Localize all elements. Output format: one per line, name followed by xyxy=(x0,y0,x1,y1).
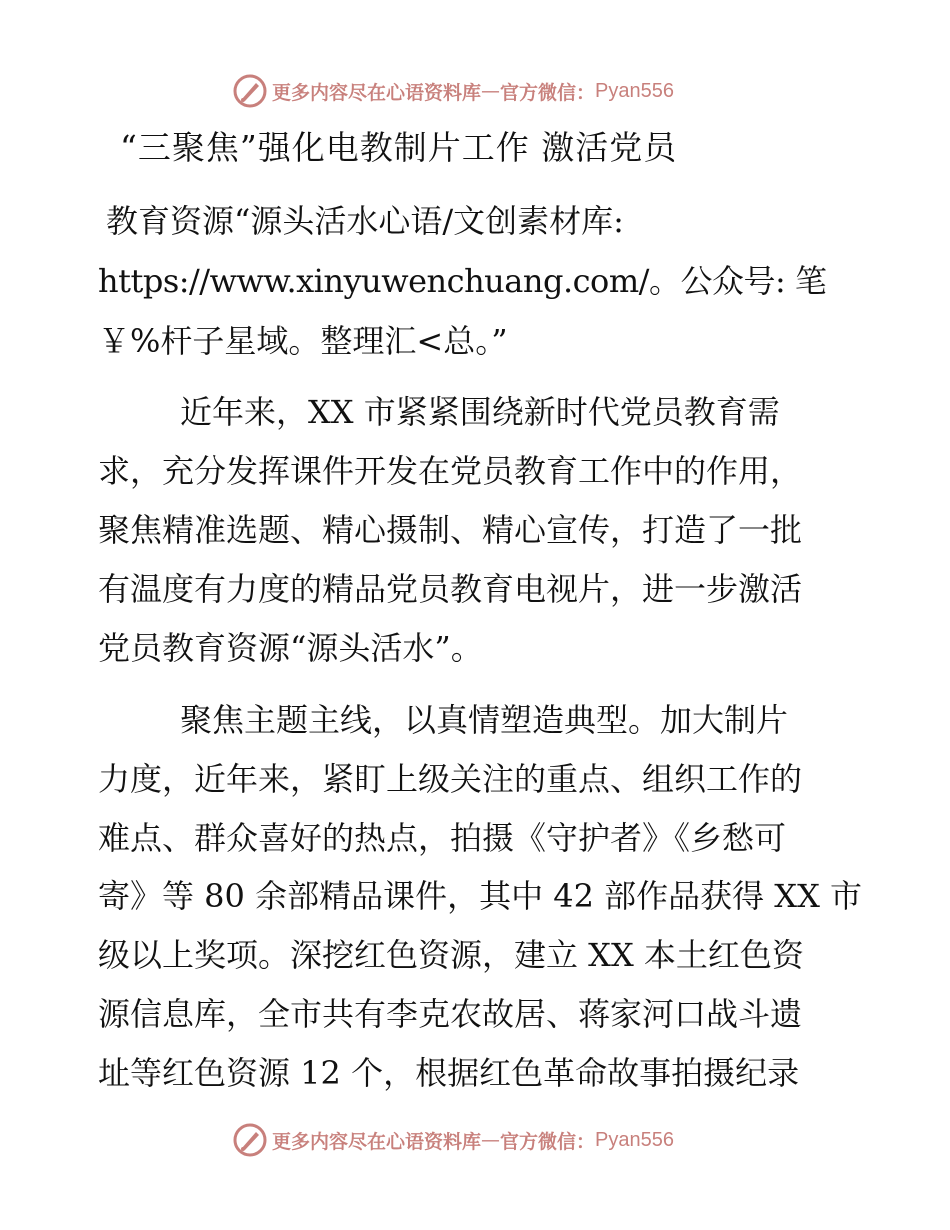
paragraph-line: 求，充分发挥课件开发在党员教育工作中的作用， xyxy=(98,452,803,490)
watermark-header xyxy=(232,71,674,111)
paragraph-line: 党员教育资源“源头活水”。 xyxy=(98,629,483,667)
text-line: 教育资源“源头活水心语/文创素材库: xyxy=(106,202,624,240)
paragraph-line: 难点、群众喜好的热点，拍摄《守护者》《乡愁可 xyxy=(98,819,787,857)
watermark-wechat-id: Pyan556 xyxy=(595,79,674,102)
text-line: https://www.xinyuwenchuang.com/。公众号: 笔 xyxy=(98,262,827,300)
paragraph-line: 有温度有力度的精品党员教育电视片，进一步激活 xyxy=(98,570,803,608)
watermark-main-text: 更多内容尽在心语资料库 xyxy=(272,81,482,104)
paragraph-line: 源信息库，全市共有李克农故居、蒋家河口战斗遗 xyxy=(98,995,803,1033)
document-title: “三聚焦”强化电教制片工作 激活党员 xyxy=(120,128,678,167)
watermark-sub-text: 官方微信： xyxy=(500,1130,596,1153)
paragraph-line: 力度，近年来，紧盯上级关注的重点、组织工作的 xyxy=(98,760,803,798)
paragraph-line: 聚焦主题主线，以真情塑造典型。加大制片 xyxy=(180,701,789,739)
watermark-separator: — xyxy=(481,80,501,102)
watermark-main-text: 更多内容尽在心语资料库 xyxy=(272,1130,482,1153)
quill-logo-icon xyxy=(232,1122,268,1158)
watermark-footer xyxy=(232,1120,674,1160)
paragraph-line: 寄》等 80 余部精品课件，其中 42 部作品获得 XX 市 xyxy=(98,877,863,915)
watermark-sub-text: 官方微信： xyxy=(500,81,596,104)
paragraph-line: 聚焦精准选题、精心摄制、精心宣传，打造了一批 xyxy=(98,511,803,549)
watermark-separator: — xyxy=(481,1129,501,1151)
paragraph-line: 近年来，XX 市紧紧围绕新时代党员教育需 xyxy=(180,393,780,431)
watermark-wechat-id: Pyan556 xyxy=(595,1128,674,1151)
text-line: ￥%杆子星域。整理汇<总。” xyxy=(98,322,508,360)
paragraph-line: 址等红色资源 12 个，根据红色革命故事拍摄纪录 xyxy=(98,1054,800,1092)
quill-logo-icon xyxy=(232,73,268,109)
paragraph-line: 级以上奖项。深挖红色资源，建立 XX 本土红色资 xyxy=(98,936,804,974)
